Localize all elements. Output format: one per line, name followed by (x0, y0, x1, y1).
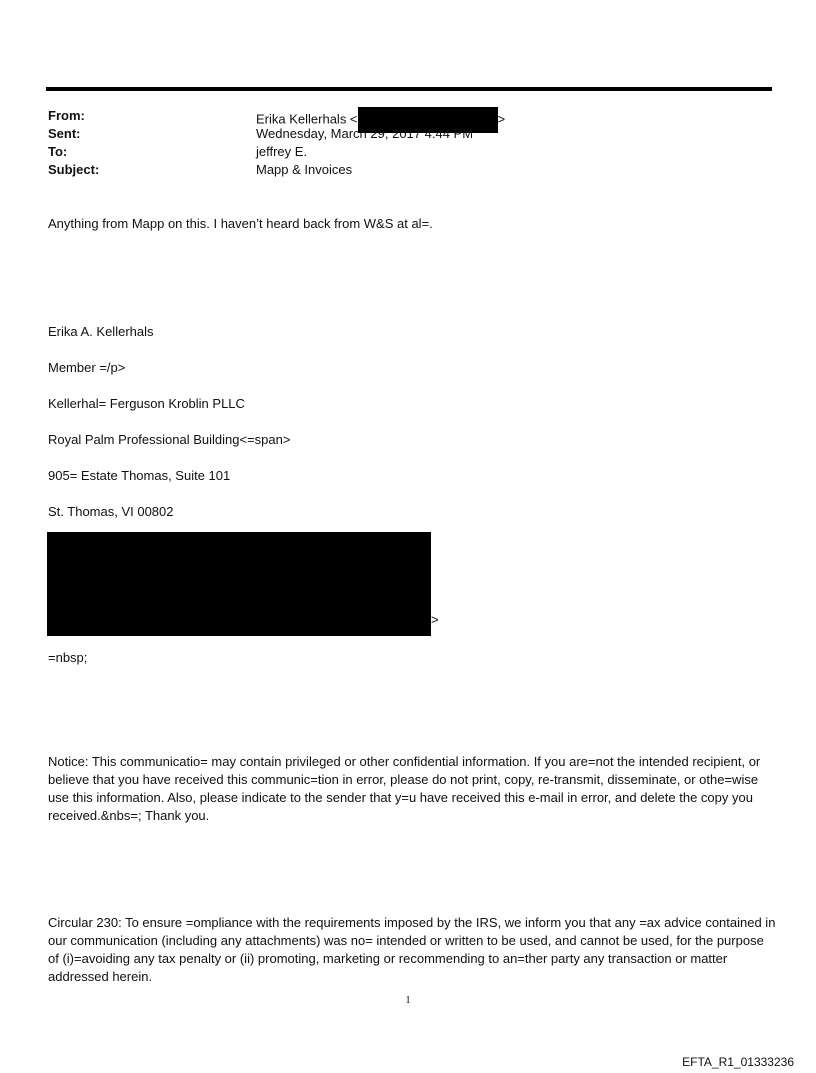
signature-city: St. Thomas, VI 00802 (48, 504, 174, 519)
to-label: To: (48, 144, 68, 159)
redaction-suffix: > (431, 612, 439, 627)
sent-value: Wednesday, March 29, 2017 4:44 PM (256, 126, 474, 141)
page-number: 1 (405, 994, 411, 1006)
subject-value: Mapp & Invoices (256, 162, 353, 177)
signature-building: Royal Palm Professional Building<=span> (48, 432, 291, 447)
signature-address: 905= Estate Thomas, Suite 101 (48, 468, 231, 483)
circular-230-notice: Circular 230: To ensure =ompliance with the requirements imposed by the IRS, we inform you that any =ax advice contained in our communication (including any attachments) was no= intended or written to be used, and cannot be used, for the purpose of (i)=avoiding any tax penalty or (ii) promoting, marketing or recommending to an=ther party any transaction or matter addressed herein. (48, 915, 776, 984)
to-value: jeffrey E. (256, 144, 308, 159)
header-rule (46, 87, 772, 91)
message-body: Anything from Mapp on this. I haven’t heard back from W&S at al=. (48, 216, 433, 231)
from-name: Erika Kellerhals < (256, 111, 358, 127)
from-suffix: > (497, 111, 506, 127)
signature-firm: Kellerhal= Ferguson Kroblin PLLC (48, 396, 245, 411)
sent-label: Sent: (48, 126, 81, 141)
subject-label: Subject: (48, 162, 100, 177)
confidentiality-notice: Notice: This communicatio= may contain privileged or other confidential information. If you are=not the intended recipient, or believe that you have received this communic=tion in error, please do not print, copy, re-transmit, disseminate, or othe=wise use this information. Also, please indicate to the sender that y=u have received this e-mail in error, and delete the copy you received.&nbs=; Thank you. (48, 754, 761, 823)
nbsp-text: =nbsp; (48, 650, 88, 665)
signature-title: Member =/p> (48, 360, 126, 375)
from-label: From: (48, 108, 85, 123)
bates-number: EFTA_R1_01333236 (682, 1055, 794, 1069)
signature-name: Erika A. Kellerhals (48, 324, 154, 339)
redaction-block (47, 532, 431, 636)
